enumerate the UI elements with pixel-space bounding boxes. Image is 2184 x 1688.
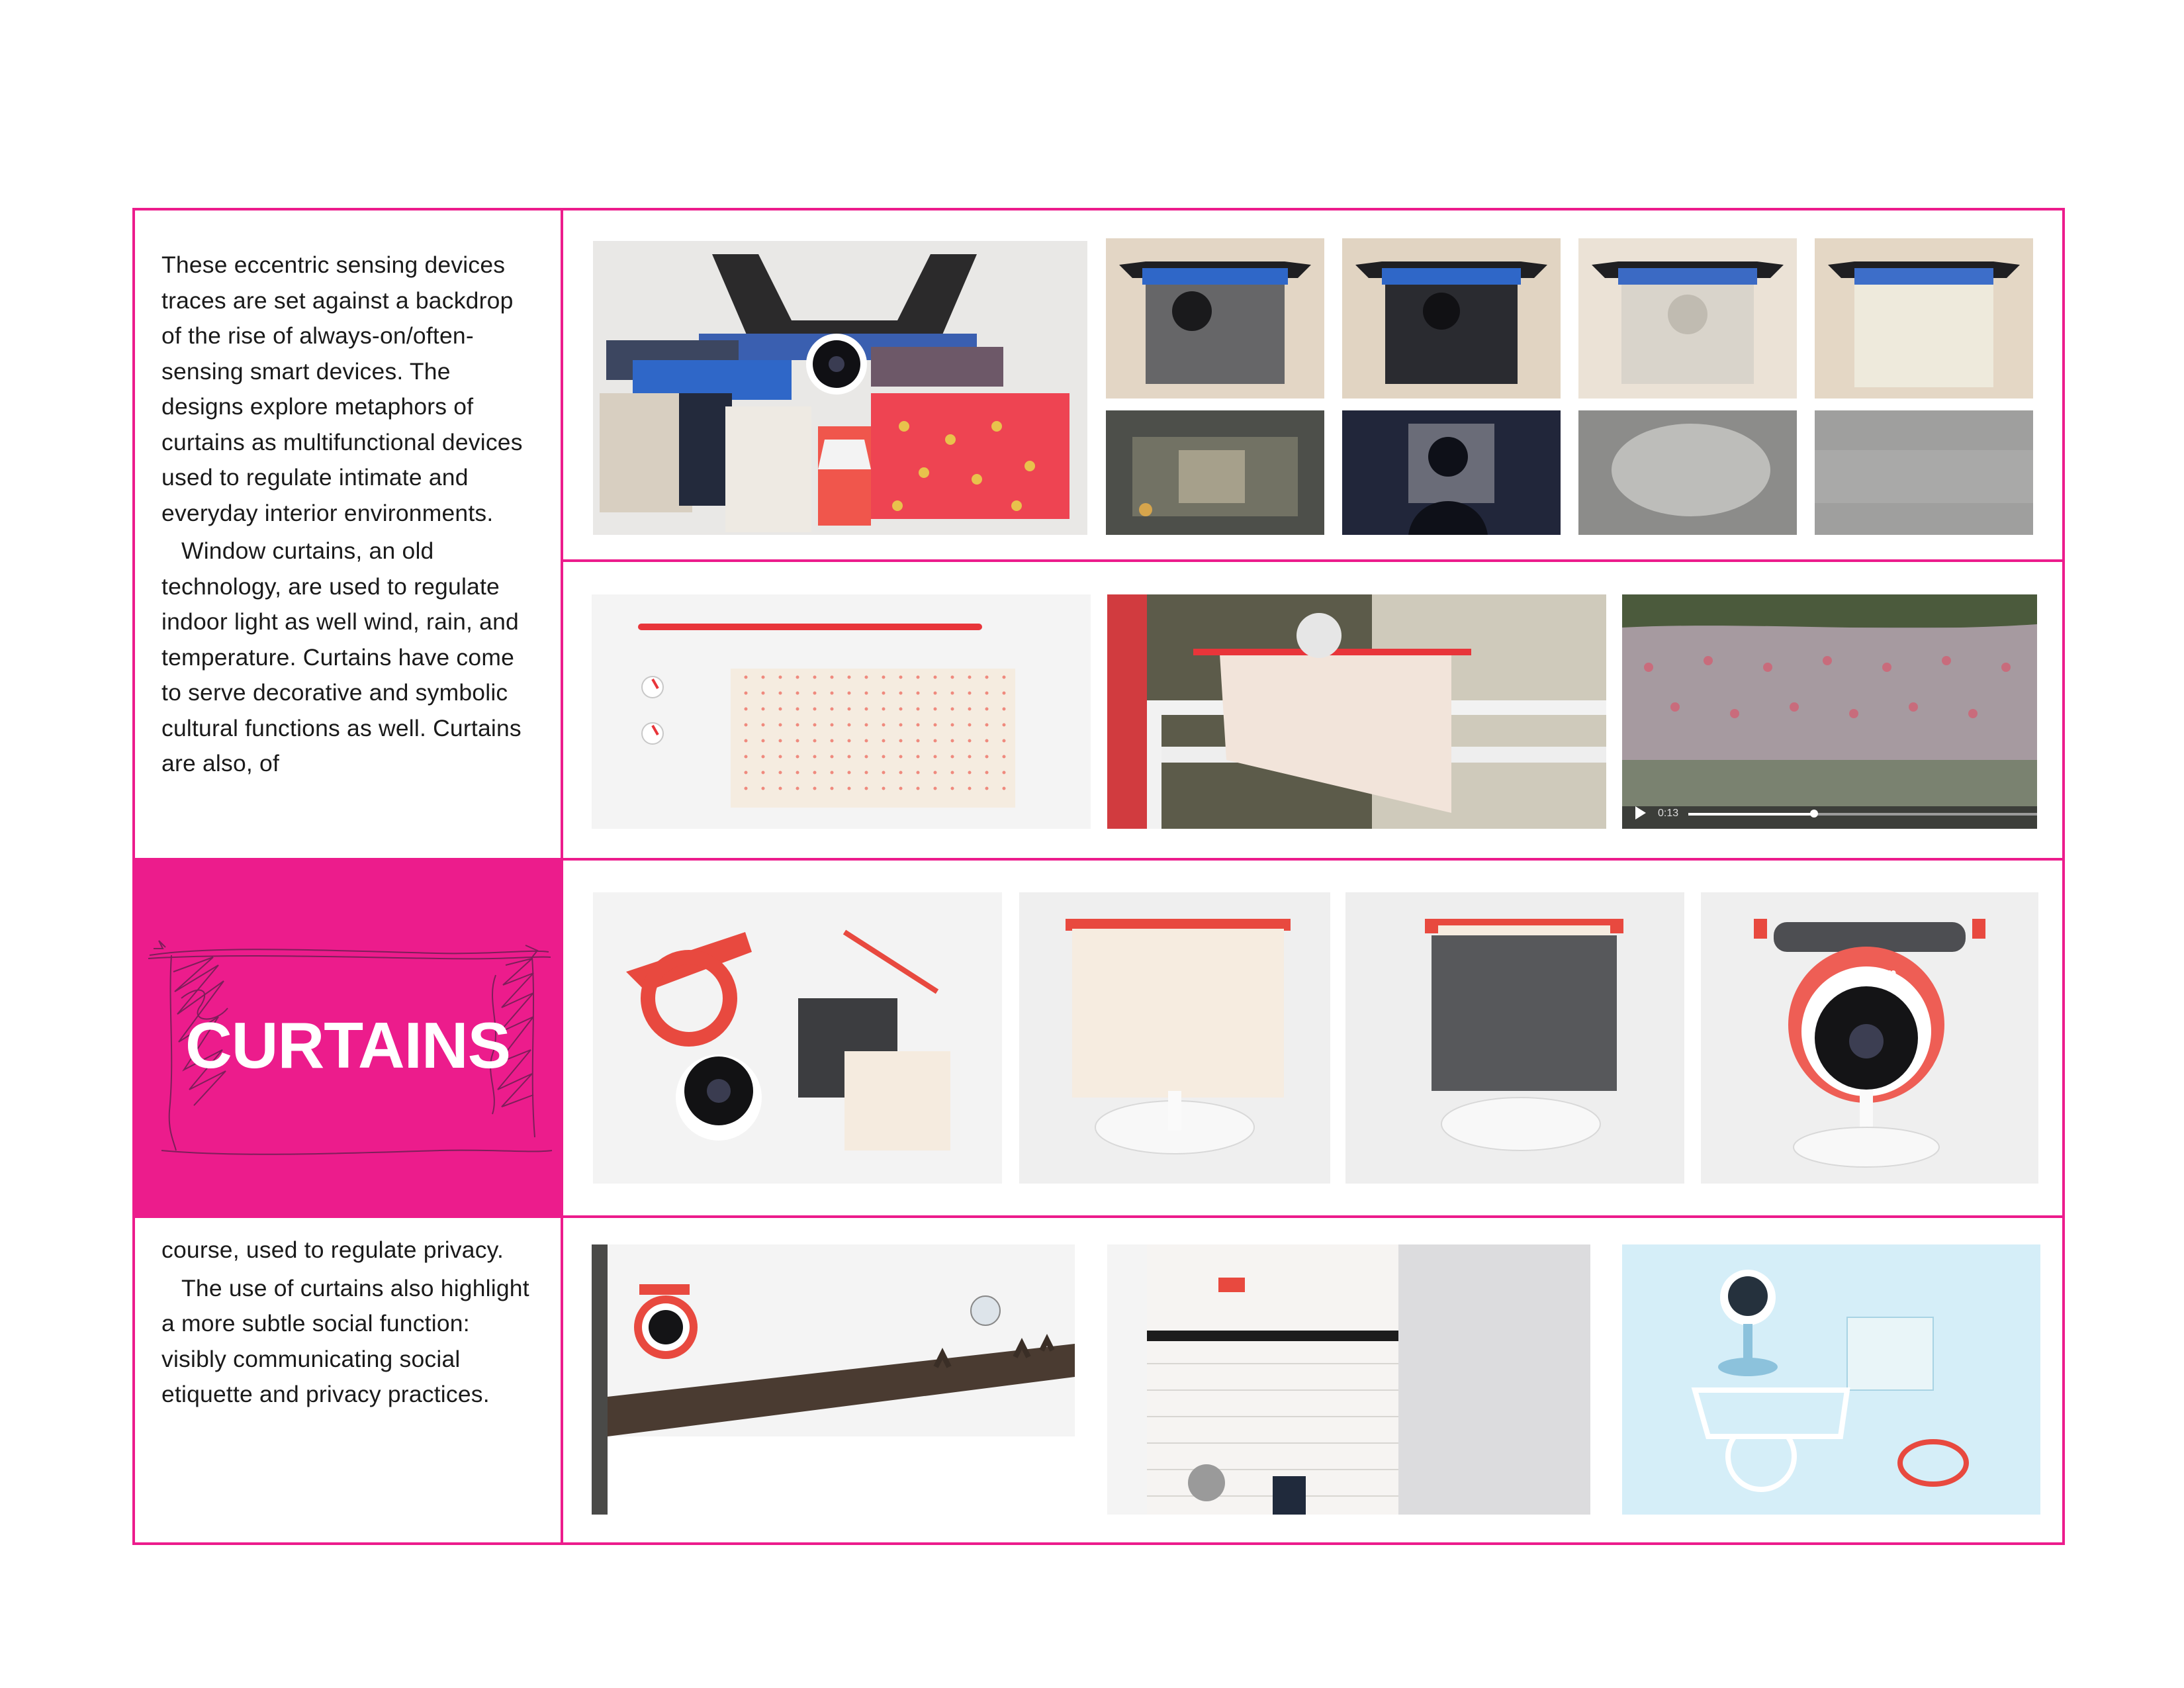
curtain-test-photo-1 [1106,238,1324,399]
paragraph-3: course, used to regulate privacy. [161,1237,504,1263]
brand-logo-text: amazon [1843,965,1897,982]
curtain-test-photo-4 [1815,238,2033,399]
camera-view-photo-4 [1815,410,2033,535]
video-progress-fill [1688,813,1814,816]
curtain-test-photo-3 [1578,238,1797,399]
curtain-parts-photo [593,892,1002,1184]
camera-view-photo-1 [1106,410,1324,535]
video-progress-track[interactable] [1688,813,2037,816]
paragraph-4: The use of curtains also highlight a more subtle social function: visibly communicating social etiquette and privacy practices. [161,1274,529,1407]
page-title: CURTAINS [185,1009,511,1082]
play-icon[interactable] [1635,806,1646,820]
video-timestamp: 0:13 [1658,808,1679,819]
paragraph-1: These eccentric sensing devices traces are set against a backdrop of the rise of always-on/often-sensing smart devices. The designs explore metaphors of curtains as multifunctional devices used to regulate intimate and everyday interior environments. [161,252,523,526]
closing-text-block [161,1233,532,1413]
fabric-swatches-photo [593,241,1087,535]
title-panel [135,859,561,1217]
paragraph-2: Window curtains, an old technology, are used to regulate indoor light as well wind, rain, and temperature. Curtains have come to serve decorative and symbolic cultural functions as well. Curtains are also, of [161,538,522,776]
shelf-camera-photo [592,1244,1075,1515]
curtain-test-photo-2 [1342,238,1561,399]
row-divider [561,559,2065,562]
video-scrubber-handle[interactable] [1810,810,1818,818]
intro-text-block [161,248,532,782]
dark-fabric-curtain-photo [1345,892,1684,1184]
camera-view-photo-2 [1342,410,1561,535]
bathroom-camera-photo [1107,1244,1590,1515]
curtain-kit-photo [592,594,1091,829]
curtain-video-player[interactable] [1622,594,2037,829]
camera-view-photo-3 [1578,410,1797,535]
blue-tinted-kit-photo [1622,1244,2040,1515]
polka-dot-curtain-photo [1019,892,1330,1184]
rolled-curtain-camera-photo [1701,892,2038,1184]
window-curtain-photo [1107,594,1606,829]
column-divider [561,211,563,1542]
